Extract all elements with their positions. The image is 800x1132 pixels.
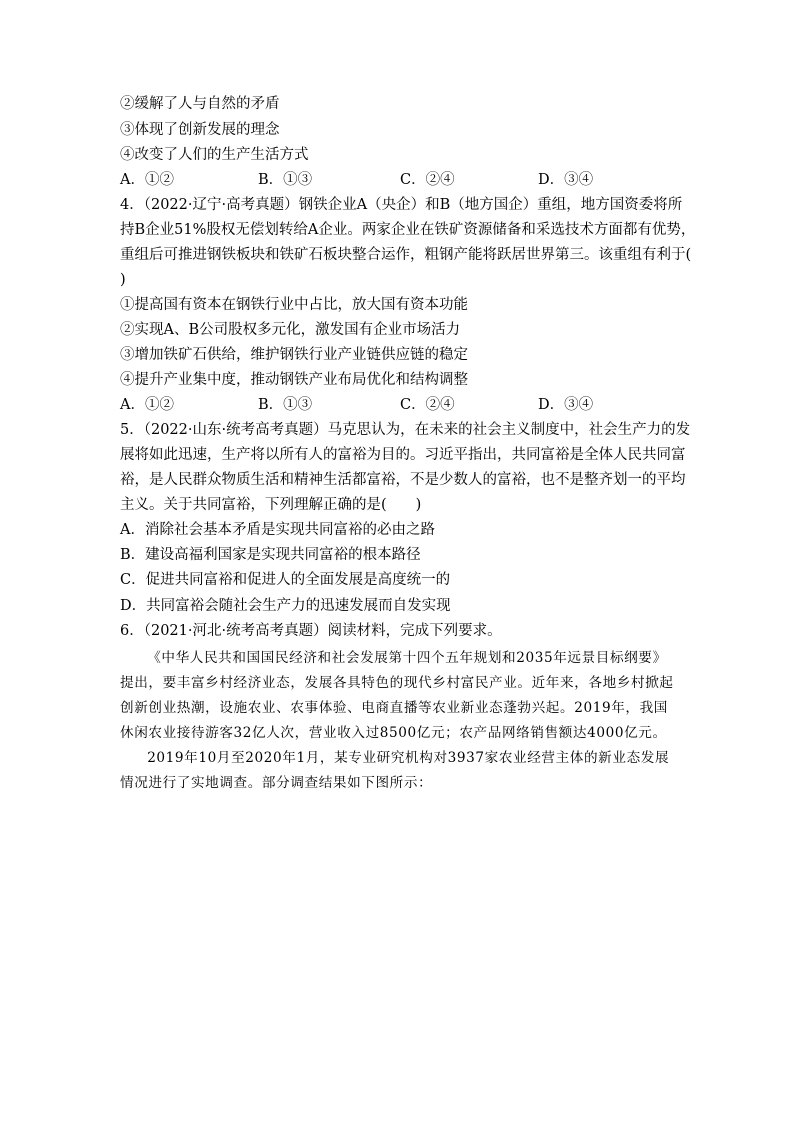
q6-material-paragraph-2: 2019年10月至2020年1月，某专业研究机构对3937家农业经营主体的新业态发展情况进行了实地调查。部分调查结果如下图所示： [120, 750, 670, 791]
q4-statement-4: ④提升产业集中度，推动钢铁产业布局优化和结构调整 [120, 372, 468, 388]
q3-option-b: B．①③ [258, 172, 313, 188]
q4-stem-line-1: 4．（2022·辽宁·高考真题）钢铁企业A（央企）和B（地方国企）重组，地方国资委将所 [120, 197, 683, 213]
q4-statement-1: ①提高国有资本在钢铁行业中占比，放大国有资本功能 [120, 297, 468, 313]
q3-option-a: A．①② [120, 172, 174, 188]
q4-statement-2: ②实现A、B公司股权多元化，激发国有企业市场活力 [120, 322, 461, 338]
q3-statement-4: ④改变了人们的生产生活方式 [120, 147, 309, 163]
q3-option-d: D．③④ [538, 172, 594, 188]
q3-statement-3: ③体现了创新发展的理念 [120, 122, 280, 138]
q4-option-b: B．①③ [258, 397, 313, 413]
q5-stem-line-1: 5．（2022·山东·统考高考真题）马克思认为，在未来的社会主义制度中，社会生产力的发 [120, 422, 691, 438]
q3-option-c: C．②④ [400, 172, 455, 188]
q4-statement-3: ③增加铁矿石供给，维护钢铁行业产业链供应链的稳定 [120, 347, 468, 363]
q5-stem-line-2: 展将如此迅速，生产将以所有人的富裕为目的。习近平指出，共同富裕是全体人民共同富 [120, 447, 686, 463]
q5-option-a: A．消除社会基本矛盾是实现共同富裕的必由之路 [120, 522, 435, 538]
q6-stem: 6．（2021·河北·统考高考真题）阅读材料，完成下列要求。 [120, 623, 502, 639]
q5-option-b: B．建设高福利国家是实现共同富裕的根本路径 [120, 547, 421, 563]
q5-stem-line-3: 裕，是人民群众物质生活和精神生活都富裕，不是少数人的富裕，也不是整齐划一的平均 [120, 472, 686, 488]
q6-material-paragraph-1: 《中华人民共和国国民经济和社会发展第十四个五年规划和2035年远景目标纲要》提出，要丰富乡村经济业态，发展各具特色的现代乡村富民产业。近年来，各地乡村掀起创新创业热潮，设施农业、农事体验、电商直播等农业新业态蓬勃兴起。2019年，我国休闲农业接待游客32亿人次，营业收入过8500亿元；农产品网络销售额达4000亿元。 [120, 650, 674, 741]
q4-option-d: D．③④ [538, 397, 594, 413]
q4-stem-line-3: 重组后可推进钢铁板块和铁矿石板块整合运作，粗钢产能将跃居世界第三。该重组有利于( [120, 247, 692, 263]
q4-stem-line-2: 持B企业51%股权无偿划转给A企业。两家企业在铁矿资源储备和采选技术方面都有优势， [120, 222, 696, 238]
q3-options [120, 170, 680, 190]
q5-stem-line-4: 主义。关于共同富裕，下列理解正确的是( ) [120, 497, 422, 513]
q4-stem-line-4: ) [120, 272, 126, 288]
q3-statement-2: ②缓解了人与自然的矛盾 [120, 96, 280, 112]
q4-option-c: C．②④ [400, 397, 455, 413]
q5-option-c: C．促进共同富裕和促进人的全面发展是高度统一的 [120, 572, 451, 588]
q4-options [120, 395, 680, 415]
q4-option-a: A．①② [120, 397, 174, 413]
q5-option-d: D．共同富裕会随社会生产力的迅速发展而自发实现 [120, 598, 451, 614]
